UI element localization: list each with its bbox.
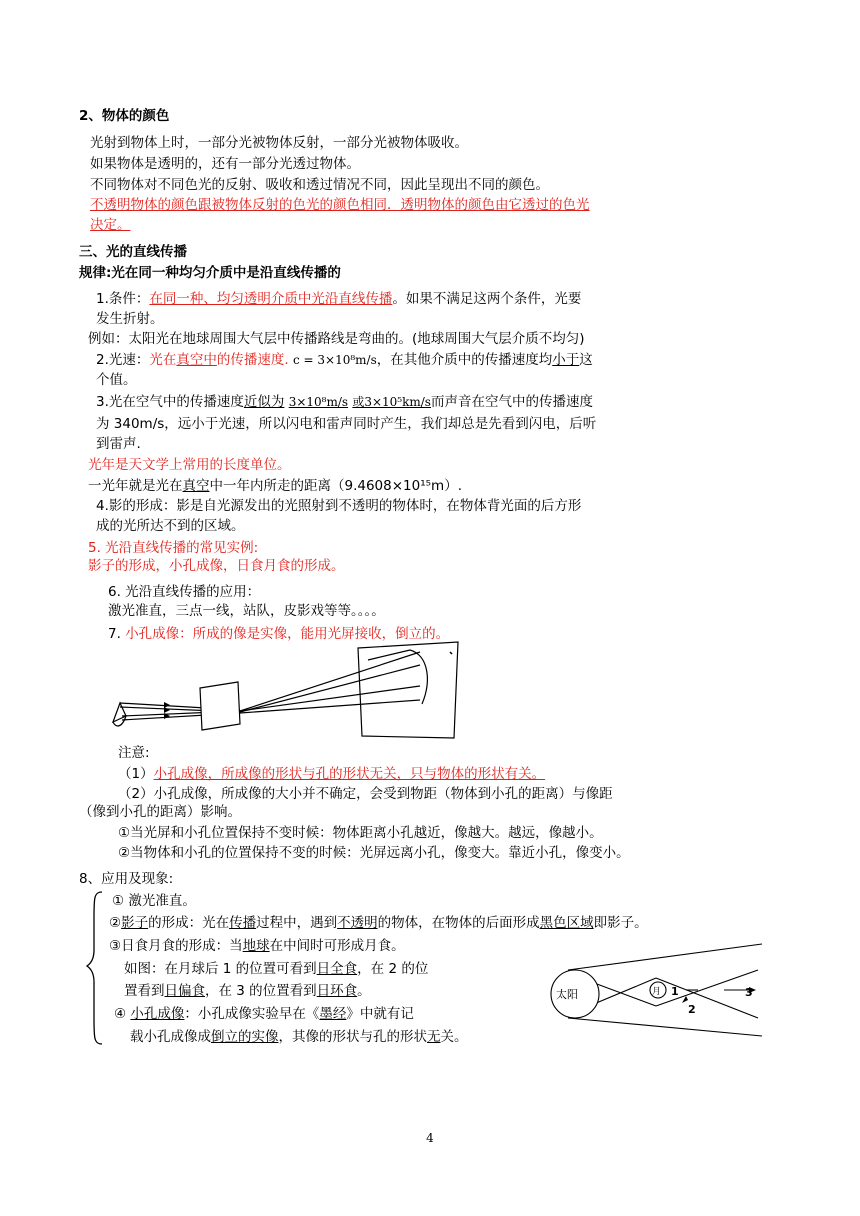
- app-item-3: ③日食月食的形成：当地球在中间时可形成月食。: [109, 938, 405, 954]
- app-item-3-line2: 如图：在月球后 1 的位置可看到日全食，在 2 的位: [124, 961, 429, 977]
- section-heading-object-color: 2、物体的颜色: [79, 108, 170, 124]
- text-line: 6. 光沿直线传播的应用：: [108, 584, 261, 600]
- rule-statement: 规律:光在同一种均匀介质中是沿直线传播的: [79, 265, 341, 281]
- note-heading: 注意:: [118, 745, 150, 761]
- text-line: 如果物体是透明的，还有一部分光透过物体。: [90, 156, 360, 172]
- app-item-2: ②影子的形成：光在传播过程中，遇到不透明的物体，在物体的后面形成黑色区域即影子。: [109, 915, 648, 931]
- text-line-red: 决定。: [90, 217, 131, 233]
- app-item-3-line3: 置看到日偏食，在 3 的位置看到日环食。: [124, 983, 371, 999]
- light-year-line: 一光年就是光在真空中一年内所走的距离（9.4608×10¹⁵m）.: [88, 478, 462, 494]
- section-heading-applications: 8、应用及现象:: [79, 871, 174, 887]
- moon-label: 月: [652, 987, 662, 997]
- text-line: 发生折射。: [96, 311, 164, 327]
- text-line: 个值。: [96, 372, 137, 388]
- text-line: 激光准直，三点一线，站队，皮影戏等等。。。。: [108, 603, 385, 619]
- note-2: （2）小孔成像，所成像的大小并不确定，会受到物距（物体到小孔的距离）与像距: [118, 786, 613, 802]
- sun-label: 太阳: [556, 988, 578, 1001]
- note-4: ②当物体和小孔的位置保持不变的时候：光屏远离小孔，像变大。靠近小孔，像变小。: [118, 845, 630, 861]
- position-1-label: 1: [671, 985, 679, 998]
- text-line: 成的光所达不到的区域。: [96, 518, 245, 534]
- speed-line: 2.光速：光在真空中的传播速度. c = 3×10⁸m/s，在其他介质中的传播速度均小于这: [96, 352, 593, 368]
- app-item-4: ④ 小孔成像：小孔成像实验早在《墨经》中就有记: [114, 1006, 414, 1022]
- app-item-4-line2: 载小孔成像成倒立的实像，其像的形状与孔的形状无关。: [130, 1029, 468, 1045]
- air-speed-line: 3.光在空气中的传播速度近似为 3×10⁸m/s 或3×10⁵km/s而声音在空气中的传播速度: [96, 394, 593, 410]
- text-line: 光射到物体上时，一部分光被物体反射，一部分光被物体吸收。: [90, 135, 468, 151]
- text-line: 4.影的形成：影是自光源发出的光照射到不透明的物体时，在物体背光面的后方形: [96, 498, 582, 514]
- text-line-red: 5. 光沿直线传播的常见实例:: [88, 540, 259, 556]
- pinhole-diagram: [110, 640, 470, 740]
- text-line: 为 340m/s，远小于光速，所以闪电和雷声同时产生，我们却总是先看到闪电，后听: [96, 416, 597, 432]
- condition-line: 1.条件：在同一种、均匀透明介质中光沿直线传播。如果不满足这两个条件，光要: [96, 291, 582, 307]
- text-line-red: 影子的形成，小孔成像，日食月食的形成。: [88, 558, 345, 574]
- text-line: 到雷声.: [96, 436, 141, 452]
- text-line-red: 不透明物体的颜色跟被物体反射的色光的颜色相同．透明物体的颜色由它透过的色光: [90, 197, 590, 213]
- position-3-label: 3: [745, 986, 753, 999]
- page-number: 4: [426, 1131, 434, 1145]
- light-year-red: 光年是天文学上常用的长度单位。: [88, 457, 291, 473]
- example-line: 例如：太阳光在地球周围大气层中传播路线是弯曲的。(地球周围大气层介质不均匀): [88, 331, 585, 347]
- note-2-cont: （像到小孔的距离）影响。: [79, 804, 241, 820]
- speed-formula: c = 3×10⁸m/s: [292, 353, 377, 367]
- brace: [86, 888, 106, 1048]
- position-2-label: 2: [688, 1003, 696, 1016]
- note-1: （1）小孔成像，所成像的形状与孔的形状无关，只与物体的形状有关。: [118, 766, 546, 782]
- section-heading-straight-propagation: 三、光的直线传播: [79, 244, 187, 260]
- eclipse-diagram: [548, 940, 763, 1040]
- note-3: ①当光屏和小孔位置保持不变时候：物体距离小孔越近，像越大。越远，像越小。: [118, 825, 603, 841]
- app-item-1: ① 激光准直。: [112, 893, 196, 909]
- pinhole-line: 7. 小孔成像：所成的像是实像，能用光屏接收，倒立的。: [108, 626, 450, 642]
- text-line: 不同物体对不同色光的反射、吸收和透过情况不同，因此呈现出不同的颜色。: [90, 177, 549, 193]
